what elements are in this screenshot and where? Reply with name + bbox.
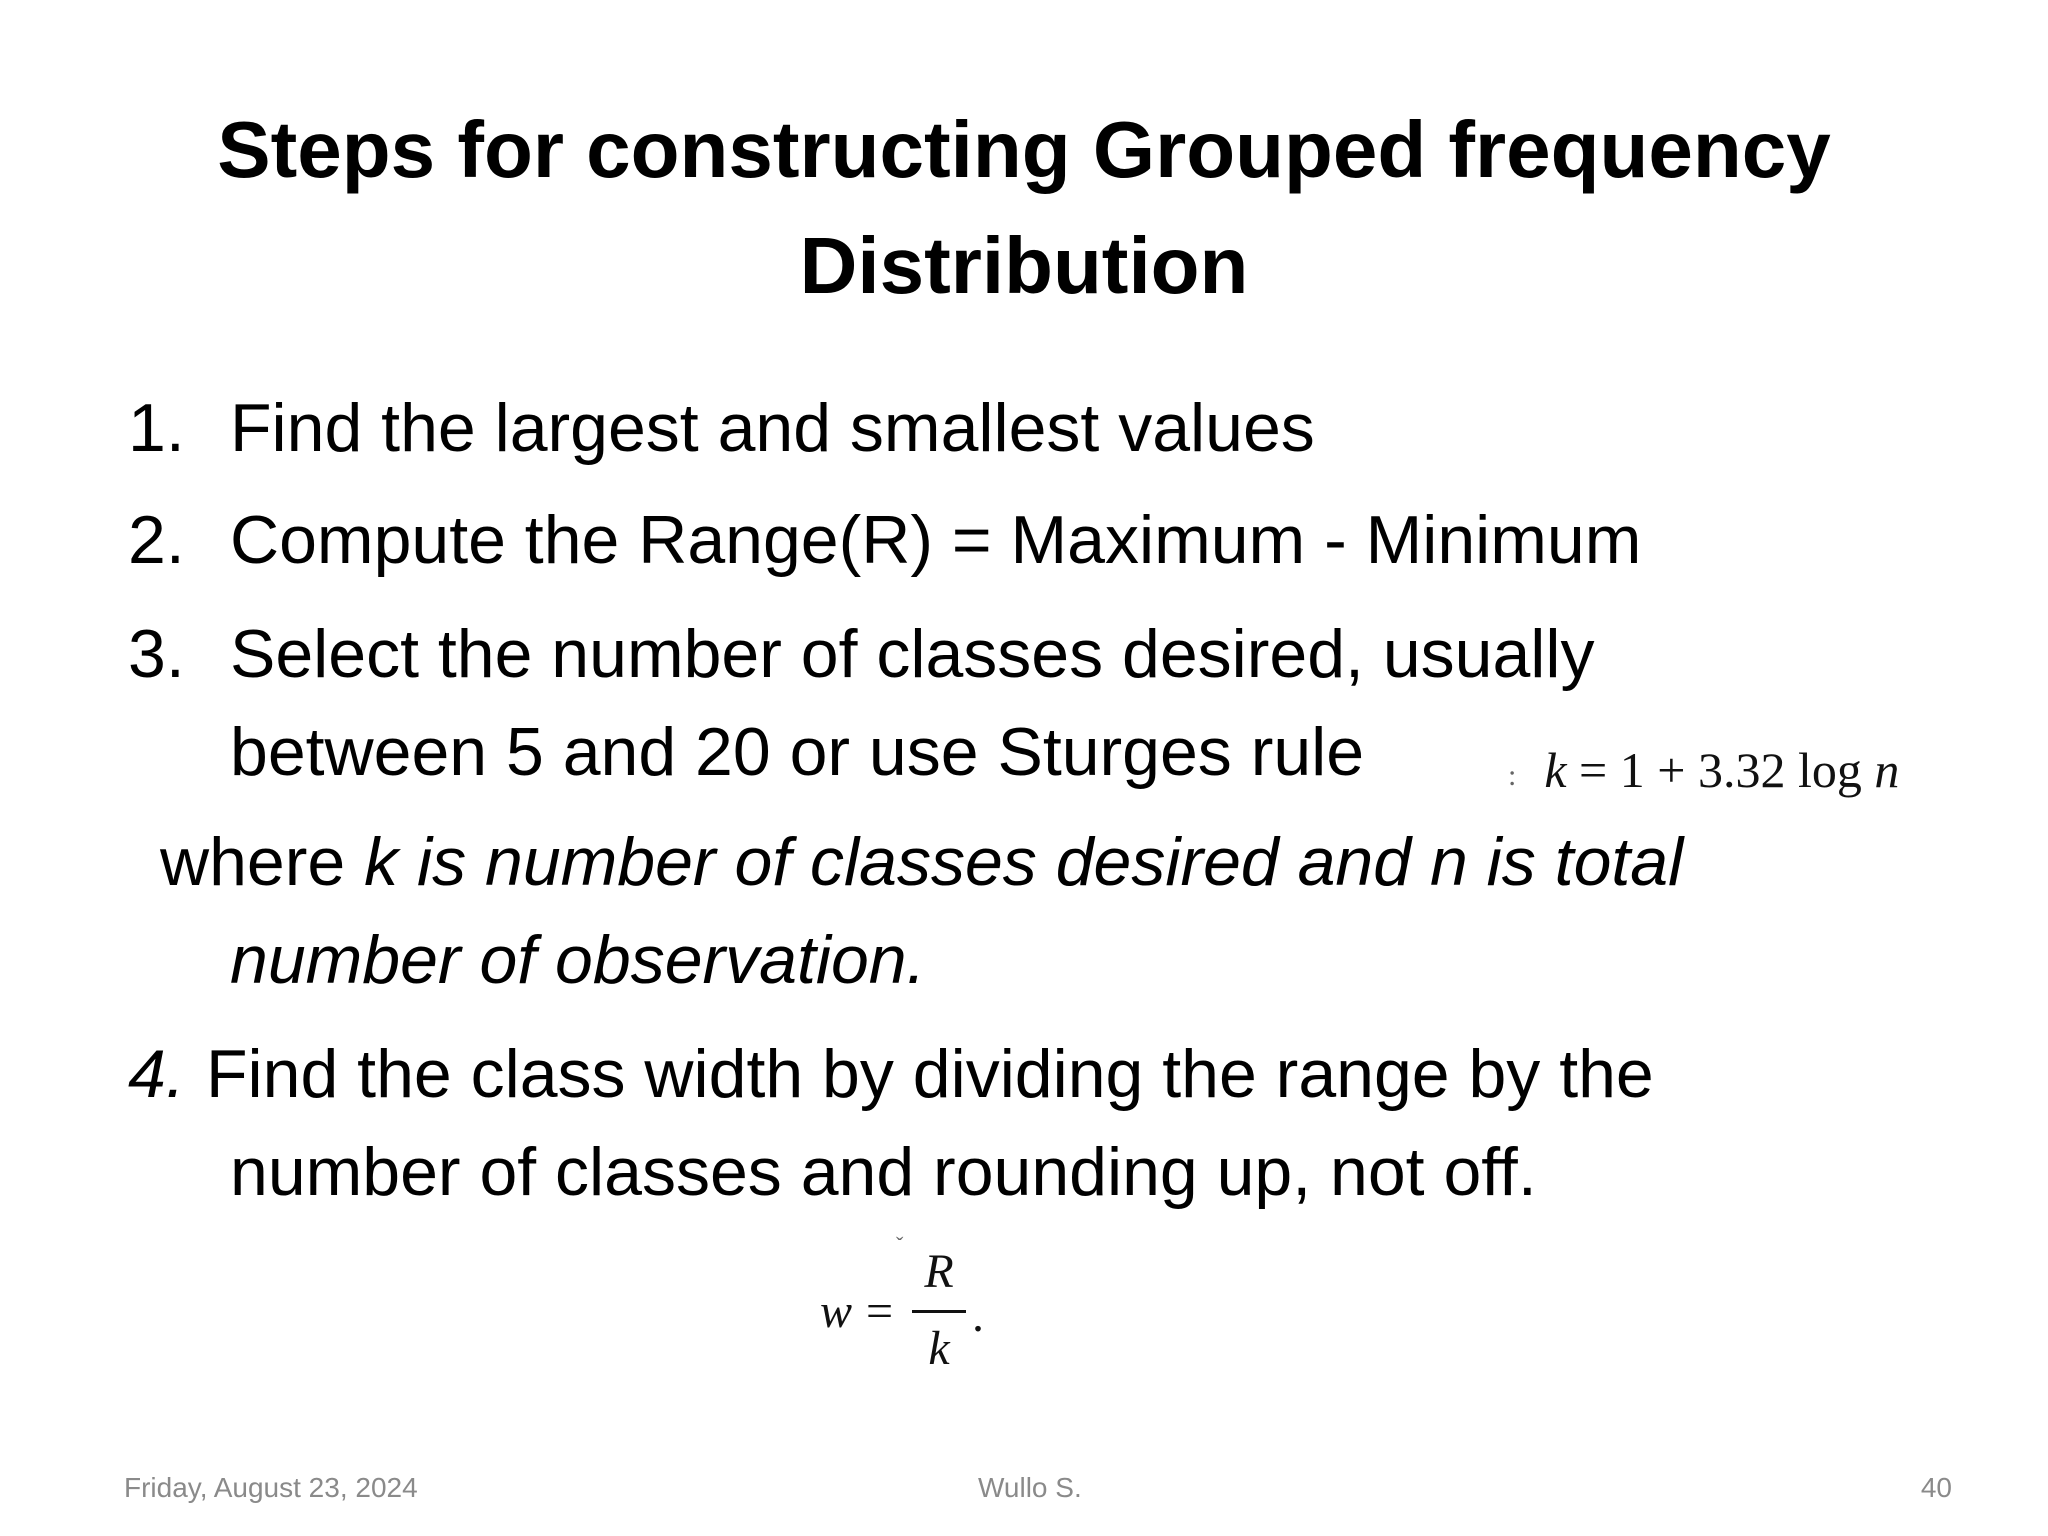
width-w: w — [820, 1285, 853, 1338]
sturges-expression: = 1 + 3.32 log — [1566, 742, 1875, 798]
width-equals: = — [866, 1285, 894, 1338]
title-line-2: Distribution — [799, 221, 1249, 310]
title-line-1: Steps for constructing Grouped frequency — [217, 105, 1831, 194]
where-line-1 — [160, 822, 1683, 902]
step-3-number: 3. — [128, 616, 185, 692]
step-1-text: Find the largest and smallest values — [230, 390, 1315, 466]
width-denominator: k — [928, 1322, 950, 1375]
where-italic-1: k is number of classes desired and n is total — [364, 824, 1684, 900]
width-fraction — [912, 1246, 966, 1375]
width-period: . — [972, 1289, 984, 1342]
sturges-k: k — [1544, 742, 1567, 798]
class-width-formula — [820, 1232, 1000, 1392]
sturges-formula — [1508, 740, 1899, 806]
formula-mark: ˇ — [896, 1232, 904, 1257]
formula-marker: : — [1508, 758, 1517, 792]
where-line-2: number of observation. — [230, 922, 926, 998]
step-4-number: 4. — [128, 1036, 185, 1112]
footer-author: Wullo S. — [978, 1472, 1082, 1503]
step-2-text: Compute the Range(R) = Maximum - Minimum — [230, 502, 1642, 578]
footer-page-number: 40 — [1920, 1472, 1952, 1503]
width-numerator: R — [924, 1245, 954, 1298]
step-4-text-line-1: Find the class width by dividing the range by the — [206, 1036, 1654, 1112]
fraction-bar — [912, 1310, 966, 1313]
step-1-number: 1. — [128, 390, 185, 466]
step-3-text-line-1: Select the number of classes desired, usually — [230, 616, 1595, 692]
footer-date: Friday, August 23, 2024 — [124, 1472, 418, 1503]
slide-title — [0, 92, 2048, 324]
where-prefix: where — [160, 824, 365, 900]
sturges-n: n — [1874, 742, 1900, 798]
step-4-text-line-2: number of classes and rounding up, not off. — [230, 1134, 1537, 1210]
step-3-text-line-2: between 5 and 20 or use Sturges rule — [230, 714, 1365, 790]
step-2-number: 2. — [128, 502, 185, 578]
